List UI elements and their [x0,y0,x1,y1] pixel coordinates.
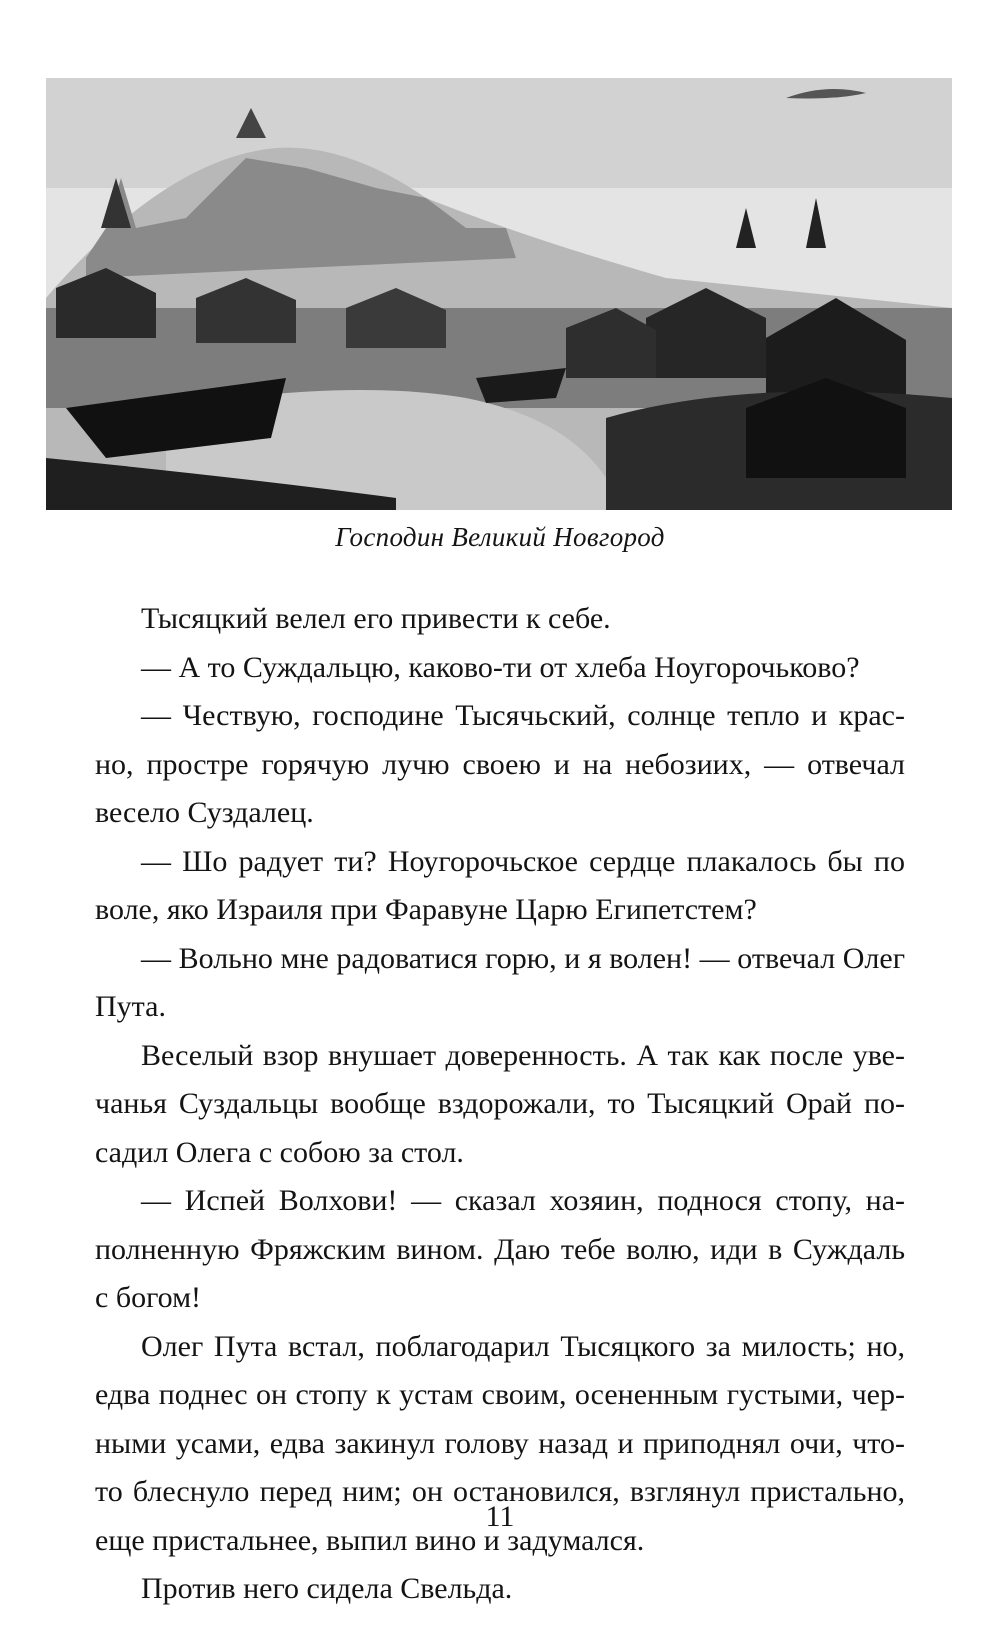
illustration-novgorod [46,78,952,510]
text-line: но, простре горячую лучю своею и на небозиих, — отвечал [95,747,905,781]
text-line: Олег Пута встал, поблагодарил Тысяцкого за милость; но, [141,1329,905,1363]
paragraph [95,838,905,935]
paragraph [95,1032,905,1178]
text-line: — Вольно мне радоватися горю, и я волен! — отвечал Олег [141,941,905,975]
text-line: с богом! [95,1281,202,1314]
text-line: Тысяцкий велел его привести к себе. [141,602,611,635]
text-line: едва поднес он стопу к устам своим, осененным густыми, чер- [95,1378,905,1411]
paragraph [141,1565,905,1614]
text-line: чанья Суздальцы вообще вздорожали, то Тысяцкий Орай по- [95,1087,905,1120]
text-line: воле, яко Израиля при Фаравуне Царю Египетстем? [95,893,757,926]
text-line: — Испей Волхови! — сказал хозяин, поднося стопу, на- [141,1184,905,1217]
page-number: 11 [485,1500,515,1533]
text-line: то блеснуло перед ним; он остановился, взглянул пристально, [95,1475,905,1508]
text-line: Против него сидела Свельда. [141,1572,513,1605]
paragraph [95,1177,905,1323]
engraving-image [46,78,952,510]
text-line: полненную Фряжским вином. Даю тебе волю, иди в Суждаль [95,1232,905,1266]
text-line: — Чествую, господине Тысячьский, солнце тепло и крас- [141,699,905,732]
text-line: ными усами, едва закинул голову назад и приподнял очи, что- [95,1426,905,1460]
body-text [95,595,905,1614]
illustration-caption: Господин Великий Новгород [335,522,665,552]
text-line: — Шо радует ти? Ноугорочьское сердце плакалось бы по [141,844,905,878]
paragraph [141,595,905,644]
text-line: еще пристальнее, выпил вино и задумался. [95,1523,645,1557]
paragraph [95,935,905,1032]
text-line: весело Суздалец. [95,796,314,829]
text-line: садил Олега с собою за стол. [95,1135,464,1169]
text-line: Пута. [95,990,166,1023]
paragraph [95,692,905,838]
text-line: Веселый взор внушает доверенность. А так как после уве- [141,1038,905,1072]
paragraph [141,644,905,693]
text-line: — А то Суждальцю, каково-ти от хлеба Ноугорочьково? [141,650,860,684]
